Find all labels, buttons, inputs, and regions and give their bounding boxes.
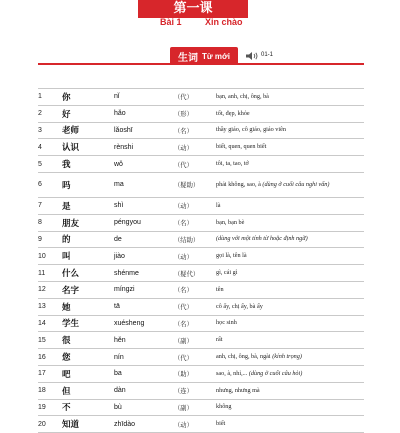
speaker-icon[interactable]	[245, 51, 259, 61]
vocab-hanzi: 她	[62, 298, 114, 315]
vocab-meaning-cell	[216, 365, 364, 382]
vocab-number: 10	[38, 248, 62, 265]
vocab-pinyin: wǒ	[114, 156, 174, 173]
vocab-meaning: anh, chị, ông, bà, ngài	[216, 353, 273, 361]
vocab-pinyin: dàn	[114, 382, 174, 399]
vocab-part-of-speech: （动）	[174, 197, 216, 214]
vocab-row	[38, 265, 364, 282]
vocab-row	[38, 365, 364, 382]
vocab-meaning-note: (dùng với một tính từ hoặc định ngữ)	[216, 235, 308, 243]
vocab-meaning-cell	[216, 349, 364, 366]
vocab-hanzi: 的	[62, 231, 114, 248]
vocab-hanzi: 不	[62, 399, 114, 416]
vocab-meaning: biết	[216, 420, 226, 428]
section-header	[170, 47, 238, 65]
vocab-number: 12	[38, 281, 62, 298]
vocab-number: 1	[38, 89, 62, 106]
vocab-meaning-cell	[216, 89, 364, 106]
vocab-number: 8	[38, 214, 62, 231]
vocab-number: 9	[38, 231, 62, 248]
vocab-pinyin: zhīdào	[114, 416, 174, 433]
vocab-row	[38, 315, 364, 332]
vocab-number: 5	[38, 156, 62, 173]
vocab-row	[38, 382, 364, 399]
vocab-row	[38, 281, 364, 298]
vocab-hanzi: 学生	[62, 315, 114, 332]
vocab-meaning-cell	[216, 315, 364, 332]
vocab-hanzi: 您	[62, 349, 114, 366]
vocab-part-of-speech: （名）	[174, 315, 216, 332]
vocab-row	[38, 349, 364, 366]
vocab-hanzi: 吧	[62, 365, 114, 382]
vocab-number: 19	[38, 399, 62, 416]
vocab-meaning-note: (dùng ở cuối câu hỏi)	[248, 369, 303, 377]
lesson-banner: 第一课	[138, 0, 248, 18]
vocab-part-of-speech: （代）	[174, 298, 216, 315]
vocab-hanzi: 吗	[62, 172, 114, 197]
vocab-number: 16	[38, 349, 62, 366]
vocab-meaning: biết, quen, quen biết	[216, 143, 267, 151]
vocab-meaning: thầy giáo, cô giáo, giáo viên	[216, 126, 286, 134]
vocab-number: 7	[38, 197, 62, 214]
vocab-meaning: gì, cái gì	[216, 269, 238, 277]
vocab-part-of-speech: （名）	[174, 281, 216, 298]
vocab-hanzi: 我	[62, 156, 114, 173]
vocab-meaning-cell	[216, 231, 364, 248]
section-title-vi: Từ mới	[202, 51, 230, 61]
vocab-row	[38, 172, 364, 197]
vocab-row	[38, 248, 364, 265]
vocab-number: 20	[38, 416, 62, 433]
vocab-meaning: không	[216, 403, 232, 411]
vocab-meaning: nhưng, nhưng mà	[216, 386, 260, 394]
vocab-pinyin: nǐ	[114, 89, 174, 106]
vocab-pinyin: nín	[114, 349, 174, 366]
vocab-number: 14	[38, 315, 62, 332]
vocab-meaning: bạn, anh, chị, ông, bà	[216, 92, 269, 100]
vocab-meaning-note: (kính trọng)	[272, 353, 302, 361]
vocab-hanzi: 但	[62, 382, 114, 399]
vocab-meaning-cell	[216, 382, 364, 399]
vocab-part-of-speech: （助）	[174, 365, 216, 382]
vocab-hanzi: 什么	[62, 265, 114, 282]
vocab-meaning-cell	[216, 399, 364, 416]
vocab-meaning-cell	[216, 122, 364, 139]
vocab-row	[38, 139, 364, 156]
vocab-number: 13	[38, 298, 62, 315]
vocab-part-of-speech: （名）	[174, 214, 216, 231]
vocab-part-of-speech: （形）	[174, 105, 216, 122]
vocab-row	[38, 89, 364, 106]
vocab-pinyin: shénme	[114, 265, 174, 282]
vocab-part-of-speech: （疑助）	[174, 172, 216, 197]
vocab-number: 3	[38, 122, 62, 139]
vocab-hanzi: 很	[62, 332, 114, 349]
vocab-part-of-speech: （动）	[174, 248, 216, 265]
vocab-hanzi: 名字	[62, 281, 114, 298]
vocab-part-of-speech: （代）	[174, 349, 216, 366]
vocab-pinyin: bù	[114, 399, 174, 416]
vocab-pinyin: de	[114, 231, 174, 248]
vocab-hanzi: 朋友	[62, 214, 114, 231]
vocab-meaning: tôi, ta, tao, tớ	[216, 160, 249, 168]
vocab-meaning-cell	[216, 214, 364, 231]
vocab-pinyin: ba	[114, 365, 174, 382]
vocab-meaning-cell	[216, 197, 364, 214]
vocab-meaning: rất	[216, 336, 223, 344]
vocab-number: 4	[38, 139, 62, 156]
vocab-hanzi: 是	[62, 197, 114, 214]
vocab-meaning-cell	[216, 416, 364, 433]
audio-track-id: 01-1	[261, 52, 274, 58]
vocab-number: 2	[38, 105, 62, 122]
vocab-row	[38, 197, 364, 214]
vocab-row	[38, 214, 364, 231]
vocab-pinyin: ma	[114, 172, 174, 197]
section-title-zh: 生词	[178, 52, 199, 64]
vocab-number: 18	[38, 382, 62, 399]
vocab-meaning-cell	[216, 281, 364, 298]
vocab-number: 17	[38, 365, 62, 382]
vocab-part-of-speech: （结助）	[174, 231, 216, 248]
vocab-pinyin: míngzi	[114, 281, 174, 298]
vocab-part-of-speech: （动）	[174, 139, 216, 156]
vocab-meaning-cell	[216, 156, 364, 173]
vocab-part-of-speech: （名）	[174, 122, 216, 139]
vocab-pinyin: tā	[114, 298, 174, 315]
vocab-meaning: gọi là, tên là	[216, 252, 247, 260]
vocab-meaning: cô ấy, chị ấy, bà ấy	[216, 302, 263, 310]
vocab-meaning-cell	[216, 139, 364, 156]
vocab-row	[38, 156, 364, 173]
vocab-meaning: bạn, bạn bè	[216, 218, 245, 226]
vocab-hanzi: 认识	[62, 139, 114, 156]
vocab-row	[38, 298, 364, 315]
vocab-part-of-speech: （副）	[174, 399, 216, 416]
vocab-meaning-cell	[216, 298, 364, 315]
vocab-meaning-cell	[216, 105, 364, 122]
vocab-hanzi: 你	[62, 89, 114, 106]
vocab-row	[38, 105, 364, 122]
vocab-meaning: học sinh	[216, 319, 237, 327]
vocab-pinyin: hǎo	[114, 105, 174, 122]
vocab-number: 6	[38, 172, 62, 197]
vocab-pinyin: xuésheng	[114, 315, 174, 332]
vocab-pinyin: péngyou	[114, 214, 174, 231]
vocab-part-of-speech: （代）	[174, 156, 216, 173]
vocab-row	[38, 332, 364, 349]
vocab-number: 11	[38, 265, 62, 282]
lesson-title: Xin chào	[205, 17, 243, 27]
vocab-part-of-speech: （代）	[174, 89, 216, 106]
vocab-part-of-speech: （动）	[174, 416, 216, 433]
vocab-part-of-speech: （连）	[174, 382, 216, 399]
vocab-pinyin: jiào	[114, 248, 174, 265]
vocab-hanzi: 叫	[62, 248, 114, 265]
vocab-meaning: phải không, sao, à	[216, 180, 263, 188]
vocabulary-table	[38, 88, 364, 433]
vocab-hanzi: 老师	[62, 122, 114, 139]
vocab-hanzi: 好	[62, 105, 114, 122]
vocab-part-of-speech: （疑代）	[174, 265, 216, 282]
vocab-pinyin: lǎoshī	[114, 122, 174, 139]
vocab-row	[38, 399, 364, 416]
vocab-pinyin: shì	[114, 197, 174, 214]
vocab-meaning-cell	[216, 265, 364, 282]
vocab-meaning-cell	[216, 172, 364, 197]
vocab-meaning-cell	[216, 248, 364, 265]
vocab-meaning: tên	[216, 285, 224, 293]
vocab-meaning: là	[216, 201, 221, 209]
vocab-meaning: sao, à, nhỉ,...	[216, 369, 249, 377]
vocab-part-of-speech: （副）	[174, 332, 216, 349]
vocab-meaning-note: (dùng ở cuối câu nghi vấn)	[262, 180, 330, 188]
vocab-pinyin: rènshi	[114, 139, 174, 156]
vocab-row	[38, 122, 364, 139]
vocab-hanzi: 知道	[62, 416, 114, 433]
vocab-row	[38, 231, 364, 248]
vocab-meaning-cell	[216, 332, 364, 349]
lesson-number: Bài 1	[160, 17, 182, 27]
vocab-pinyin: hěn	[114, 332, 174, 349]
vocab-meaning: tốt, đẹp, khỏe	[216, 109, 250, 117]
vocab-row	[38, 416, 364, 433]
vocab-number: 15	[38, 332, 62, 349]
